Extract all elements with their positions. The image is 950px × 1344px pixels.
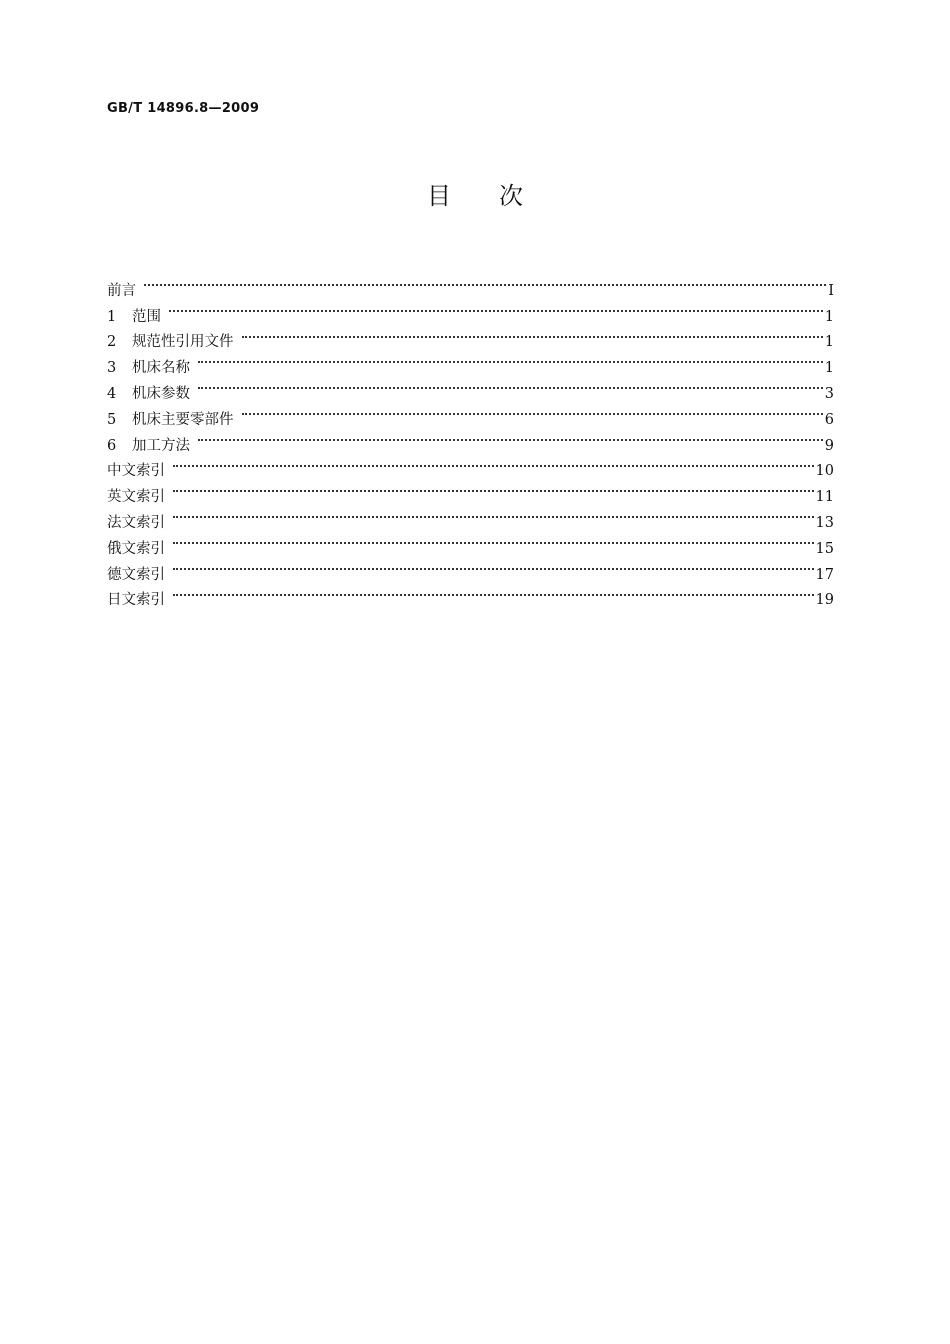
standard-code: GB/T 14896.8—2009 [107,101,260,116]
title-char-2: 次 [499,182,523,210]
toc-number: 3 [107,360,117,377]
toc-entry-scope[interactable] [107,295,834,325]
toc-page: 1 [824,334,834,351]
toc-leader [173,475,814,501]
toc-page: 13 [815,514,834,531]
toc-number: 5 [107,411,117,428]
toc-label: 机床名称 [132,360,190,377]
toc-page: 3 [824,385,834,402]
toc-leader [242,321,823,347]
toc-page: 11 [815,489,834,506]
toc-entry-japanese-index[interactable] [107,579,834,609]
toc-page: 15 [815,540,834,557]
toc-label: 加工方法 [132,437,190,454]
toc-leader [173,579,814,605]
toc-entry-english-index[interactable] [107,475,834,506]
toc-page: 17 [815,566,834,583]
toc-label: 中文索引 [107,463,165,480]
toc-page: 6 [824,411,834,428]
toc-entry-normative-references[interactable] [107,321,834,351]
toc-label: 机床参数 [132,385,190,402]
toc-leader [173,450,814,476]
title-char-1: 目 [427,182,451,210]
toc-page: 1 [824,308,834,325]
toc-page: 19 [815,592,834,609]
toc-leader [173,527,814,553]
toc-page: 1 [824,360,834,377]
toc-leader [198,372,823,398]
toc-number: 2 [107,334,117,351]
toc-page: 9 [824,437,834,454]
toc-leader [173,553,814,579]
toc-number: 1 [107,308,117,325]
toc-entry-machine-names[interactable] [107,346,834,377]
toc-label: 范围 [132,308,161,325]
toc-label: 机床主要零部件 [132,411,234,428]
toc-entry-main-components[interactable] [107,398,834,428]
toc-label: 规范性引用文件 [132,334,234,351]
toc-number: 4 [107,385,117,402]
table-of-contents [107,269,834,609]
toc-entry-french-index[interactable] [107,501,834,531]
toc-page: I [828,282,834,299]
toc-label: 俄文索引 [107,540,165,557]
toc-entry-russian-index[interactable] [107,527,834,557]
toc-entry-foreword[interactable] [107,269,834,299]
toc-entry-machining-methods[interactable] [107,424,834,454]
toc-entry-chinese-index[interactable] [107,450,834,480]
toc-entry-machine-parameters[interactable] [107,372,834,402]
toc-entry-german-index[interactable] [107,553,834,583]
toc-leader [169,295,823,321]
toc-label: 前言 [107,282,136,299]
toc-page: 10 [815,463,834,480]
toc-leader [242,398,823,424]
page-title [0,176,950,211]
toc-label: 德文索引 [107,566,165,583]
toc-leader [198,346,823,372]
toc-leader [144,269,826,295]
toc-label: 法文索引 [107,514,165,531]
toc-label: 日文索引 [107,592,165,609]
toc-leader [198,424,823,450]
toc-leader [173,501,814,527]
toc-label: 英文索引 [107,489,165,506]
toc-number: 6 [107,437,117,454]
